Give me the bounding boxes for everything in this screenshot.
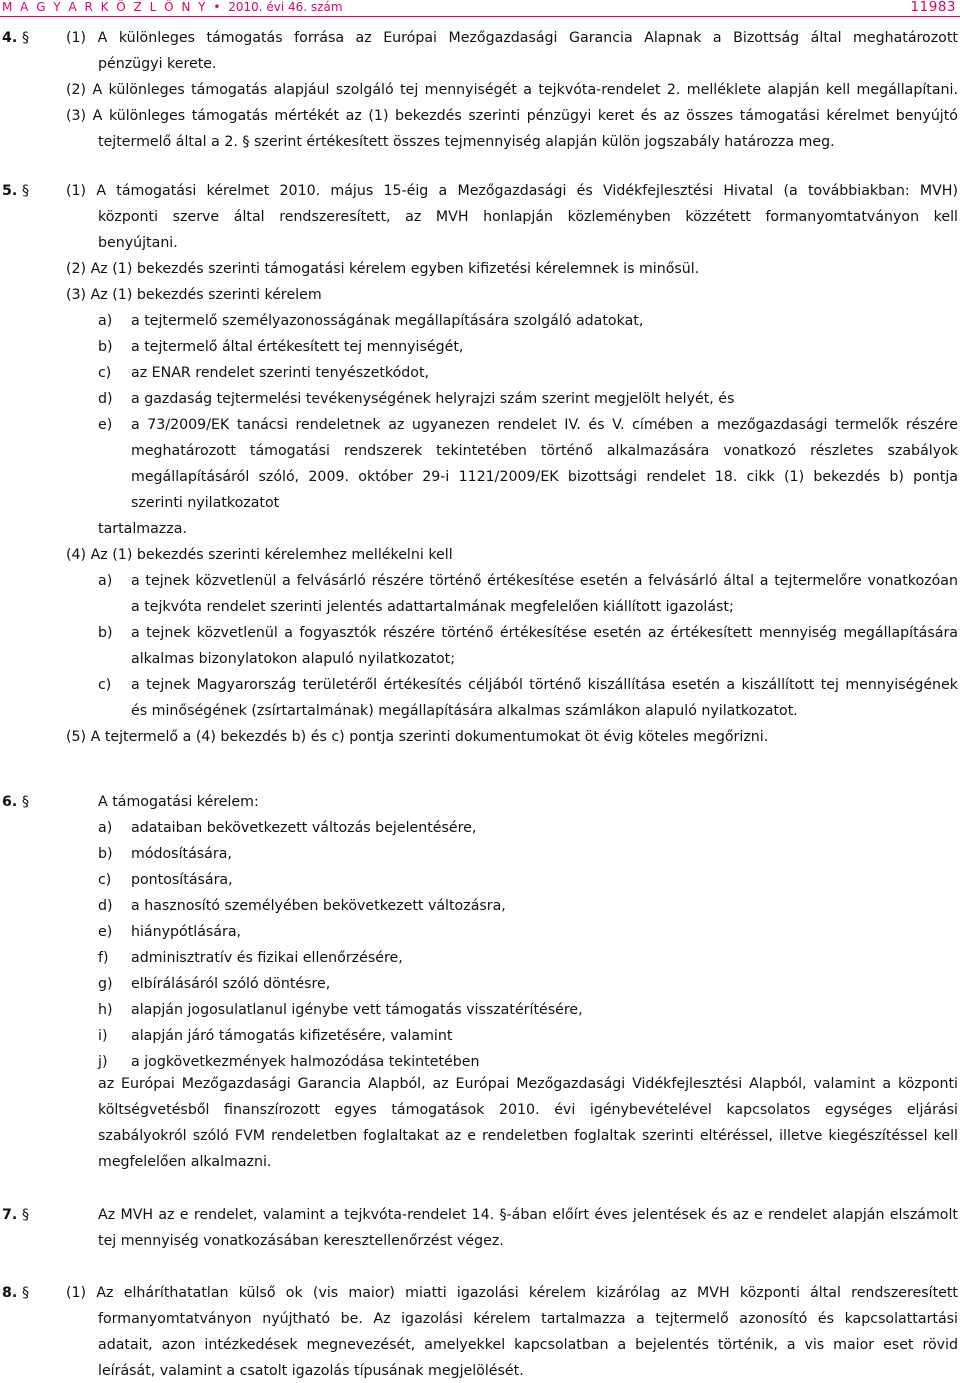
item-letter: b): [98, 625, 113, 641]
item-text: a gazdaság tejtermelési tevékenységének helyrajzi szám szerint megjelölt helyét, és: [131, 391, 735, 407]
section-number: 7.: [2, 1207, 18, 1223]
item-text: alapján jogosulatlanul igénybe vett támogatás visszatérítésére,: [131, 1002, 583, 1018]
paragraph-line: (3) A különleges támogatás mértékét az (1) bekezdés szerinti pénzügyi keret és az összes támogatási kérelmet benyújtó: [66, 108, 958, 124]
paragraph-line: (2) A különleges támogatás alapjául szolgáló tej mennyiségét a tejkvóta-rendelet 2. melléklete alapján kell megállapítani.: [66, 82, 958, 98]
item-text: a jogkövetkezmények halmozódása tekintetében: [131, 1054, 480, 1070]
paragraph-line: (3) Az (1) bekezdés szerinti kérelem: [66, 287, 322, 303]
item-letter: e): [98, 924, 113, 940]
section-symbol: §: [22, 30, 30, 46]
item-letter: a): [98, 573, 113, 589]
page-header: [0, 0, 960, 17]
item-text: és minőségének (zsírtartalmának) megállapítására alkalmas számlákon alapuló nyilatkozatot.: [131, 703, 798, 719]
paragraph-line: (2) Az (1) bekezdés szerinti támogatási kérelem egyben kifizetési kérelemnek is minősül.: [66, 261, 700, 277]
item-text: az ENAR rendelet szerinti tenyészetkódot,: [131, 365, 430, 381]
journal-header: [2, 0, 343, 14]
section-symbol: §: [22, 183, 30, 199]
item-letter: g): [98, 976, 113, 992]
section-number: 8.: [2, 1285, 18, 1301]
item-text: megállapításáról szóló, 2009. október 29-i 1121/2009/EK bizottsági rendelet 18. cikk (1) bekezdés b) pontja: [131, 469, 958, 485]
paragraph-line: (1) A különleges támogatás forrása az Európai Mezőgazdasági Garancia Alapnak a Bizottság által meghatározott: [66, 30, 958, 46]
section-symbol: §: [22, 1207, 30, 1223]
item-text: alkalmas bizonylatokon alapuló nyilatkozatot;: [131, 651, 455, 667]
item-text: a tejnek Magyarország területéről értékesítés céljából történő kiszállítása esetén a kiszállított tej mennyiségének: [131, 677, 958, 693]
item-text: a tejnek közvetlenül a fogyasztók részére történő értékesítése esetén az értékesített mennyiség megállapítására: [131, 625, 958, 641]
section-number: 5.: [2, 183, 18, 199]
paragraph-line: benyújtani.: [98, 235, 178, 251]
item-text: elbírálásáról szóló döntésre,: [131, 976, 331, 992]
item-text: a tejtermelő által értékesített tej mennyiségét,: [131, 339, 464, 355]
item-letter: c): [98, 365, 112, 381]
paragraph-line: az Európai Mezőgazdasági Garancia Alapból, az Európai Mezőgazdasági Vidékfejlesztési Alapból, valamint a központi: [98, 1076, 958, 1092]
journal-title: M A G Y A R K Ö Z L Ö N Y: [2, 0, 208, 14]
paragraph-line: központi szerve által rendszeresített, az MVH honlapján közleményben közzétett formanyomtatványon kell: [98, 209, 958, 225]
item-text: pontosítására,: [131, 872, 233, 888]
paragraph-line: megfelelően alkalmazni.: [98, 1154, 272, 1170]
item-text: hiánypótlására,: [131, 924, 242, 940]
paragraph-line: tartalmazza.: [98, 521, 187, 537]
item-text: a tejkvóta rendelet szerinti jelentés adattartalmának megfelelően kiállított igazolást;: [131, 599, 734, 615]
item-letter: d): [98, 898, 113, 914]
item-text: adataiban bekövetkezett változás bejelentésére,: [131, 820, 477, 836]
paragraph-line: költségvetésből finanszírozott egyes támogatások 2010. évi igénybevételével kapcsolatos egységes eljárási: [98, 1102, 958, 1118]
paragraph-line: formanyomtatványon nyújtható be. Az igazolási kérelem tartalmazza a tejtermelő azonosító és kapcsolattartási: [98, 1311, 958, 1327]
section-number: 4.: [2, 30, 18, 46]
item-letter: h): [98, 1002, 113, 1018]
paragraph-line: (4) Az (1) bekezdés szerinti kérelemhez mellékelni kell: [66, 547, 453, 563]
item-letter: f): [98, 950, 109, 966]
item-text: módosítására,: [131, 846, 232, 862]
header-rule: [0, 16, 960, 17]
paragraph-line: tej mennyiség vonatkozásában keresztellenőrzést végez.: [98, 1233, 504, 1249]
section-symbol: §: [22, 794, 30, 810]
paragraph-line: tejtermelő által a 2. § szerint értékesített összes tejmennyiség alapján külön jogszabály határozza meg.: [98, 134, 835, 150]
item-text: a tejnek közvetlenül a felvásárló részére történő értékesítése esetén a felvásárló által a tejtermelőre vonatkozóan: [131, 573, 958, 589]
item-text: meghatározott támogatási rendszerek tekintetében történő alkalmazására vonatkozó részletes szabályok: [131, 443, 958, 459]
issue-label: 2010. évi 46. szám: [228, 0, 343, 14]
paragraph-line: (1) A támogatási kérelmet 2010. május 15-éig a Mezőgazdasági és Vidékfejlesztési Hivatal (a továbbiakban: MVH): [66, 183, 958, 199]
item-text: alapján járó támogatás kifizetésére, valamint: [131, 1028, 453, 1044]
item-letter: a): [98, 313, 113, 329]
paragraph-line: adatait, azon intézkedések megnevezését, amelyekkel kapcsolatban a bejelentés történik, a vis maior eset rövid: [98, 1337, 958, 1353]
item-letter: a): [98, 820, 113, 836]
item-text: a hasznosító személyében bekövetkezett változásra,: [131, 898, 506, 914]
header-bullet: •: [213, 0, 223, 14]
item-letter: b): [98, 846, 113, 862]
paragraph-line: szabályokról szóló FVM rendeletben foglaltakat az e rendeletben foglaltak szerinti eltéréssel, illetve kiegészítéssel kell: [98, 1128, 958, 1144]
section-symbol: §: [22, 1285, 30, 1301]
paragraph-line: A támogatási kérelem:: [98, 794, 259, 810]
item-text: a tejtermelő személyazonosságának megállapítására szolgáló adatokat,: [131, 313, 644, 329]
item-letter: i): [98, 1028, 108, 1044]
item-letter: b): [98, 339, 113, 355]
item-text: szerinti nyilatkozatot: [131, 495, 280, 511]
paragraph-line: (5) A tejtermelő a (4) bekezdés b) és c) pontja szerinti dokumentumokat öt évig köteles megőrizni.: [66, 729, 769, 745]
paragraph-line: Az MVH az e rendelet, valamint a tejkvóta-rendelet 14. §-ában előírt éves jelentések és az e rendelet alapján elszámolt: [98, 1207, 958, 1223]
item-text: adminisztratív és fizikai ellenőrzésére,: [131, 950, 403, 966]
paragraph-line: pénzügyi kerete.: [98, 56, 217, 72]
section-number: 6.: [2, 794, 18, 810]
item-letter: d): [98, 391, 113, 407]
item-text: a 73/2009/EK tanácsi rendeletnek az ugyanezen rendelet IV. és V. címében a mezőgazdasági termelők részére: [131, 417, 958, 433]
page-number: 11983: [910, 0, 956, 15]
paragraph-line: leírását, valamint a csatolt igazolás típusának megjelölését.: [98, 1363, 524, 1379]
item-letter: c): [98, 677, 112, 693]
item-letter: j): [98, 1054, 108, 1070]
paragraph-line: (1) Az elháríthatatlan külső ok (vis maior) miatti igazolási kérelem kizárólag az MVH központi által rendszeresített: [66, 1285, 958, 1301]
item-letter: e): [98, 417, 113, 433]
item-letter: c): [98, 872, 112, 888]
